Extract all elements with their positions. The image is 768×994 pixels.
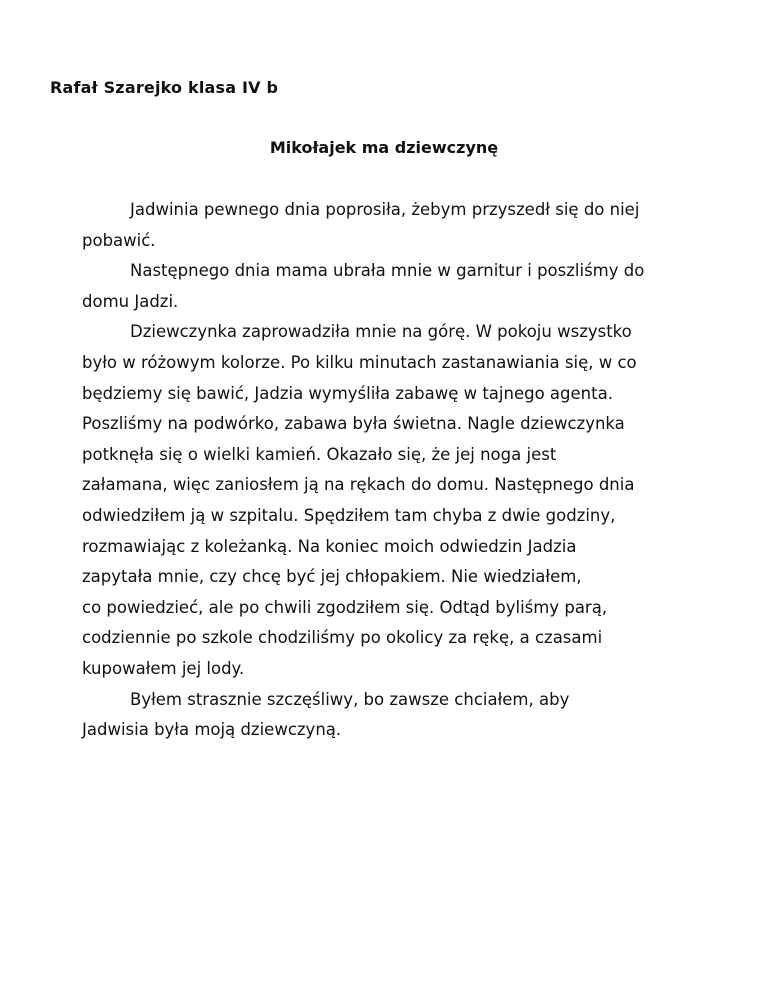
story-line: Jadwisia była moją dziewczyną. [82,720,342,740]
story-line: Byłem strasznie szczęśliwy, bo zawsze chciałem, aby [130,689,570,709]
story-line: pobawić. [82,230,156,250]
story-line: codziennie po szkole chodziliśmy po okolicy za rękę, a czasami [82,628,603,648]
story-line: co powiedzieć, ale po chwili zgodziłem się. Odtąd byliśmy parą, [82,597,608,617]
story-line: Następnego dnia mama ubrała mnie w garnitur i poszliśmy do [130,261,645,281]
story-line: będziemy się bawić, Jadzia wymyśliła zabawę w tajnego agenta. [82,383,613,403]
story-title: Mikołajek ma dziewczynę [269,138,499,157]
story-line: Dziewczynka zaprowadziła mnie na górę. W pokoju wszystko [130,322,632,342]
author-line: Rafał Szarejko klasa IV b [50,78,279,97]
story-line: domu Jadzi. [82,291,179,311]
story-line: załamana, więc zaniosłem ją na rękach do domu. Następnego dnia [82,475,635,495]
story-line: kupowałem jej lody. [82,658,245,678]
story-line: Poszliśmy na podwórko, zabawa była świetna. Nagle dziewczynka [82,414,625,434]
story-line: było w różowym kolorze. Po kilku minutach zastanawiania się, w co [82,352,637,372]
story-line: Jadwinia pewnego dnia poprosiła, żebym przyszedł się do niej [130,200,640,219]
story-line: rozmawiając z koleżanką. Na koniec moich odwiedzin Jadzia [82,536,577,556]
story-line: odwiedziłem ją w szpitalu. Spędziłem tam chyba z dwie godziny, [82,505,616,525]
story-line: zapytała mnie, czy chcę być jej chłopakiem. Nie wiedziałem, [82,567,582,587]
story-line: potknęła się o wielki kamień. Okazało się, że jej noga jest [82,444,557,464]
story-body [82,195,742,746]
